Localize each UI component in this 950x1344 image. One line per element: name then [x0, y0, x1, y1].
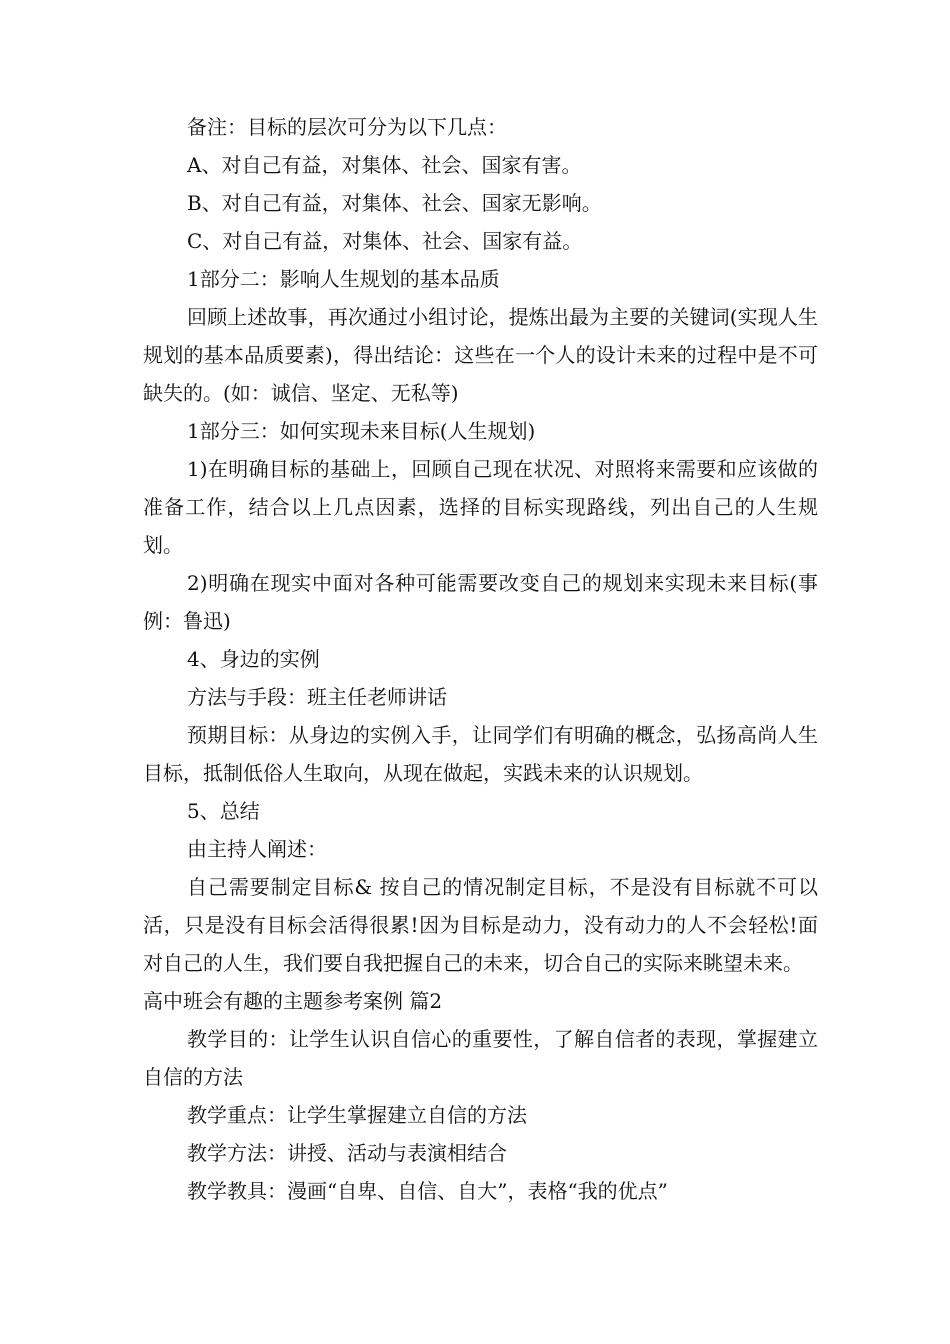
section-heading-part-three: 1部分三：如何实现未来目标(人生规划) — [187, 419, 536, 443]
list-item-a: A、对自己有益，对集体、社会、国家有害。 — [187, 153, 582, 177]
paragraph-method: 方法与手段：班主任老师讲话 — [187, 685, 447, 709]
paragraph-teaching-tools: 教学教具：漫画“自卑、自信、自大”，表格“我的优点” — [187, 1179, 668, 1203]
paragraph-summary-body: 自己需要制定目标& 按自己的情况制定目标，不是没有目标就不可以活，只是没有目标会活得很累!因为目标是动力，没有动力的人不会轻松!面对自己的人生，我们要自我把握自己的未来，切合自己的实际来眺望未来。 — [143, 875, 818, 975]
note-heading: 备注：目标的层次可分为以下几点： — [187, 115, 507, 139]
paragraph-teaching-method: 教学方法：讲授、活动与表演相结合 — [187, 1141, 507, 1165]
article-heading-part-2: 高中班会有趣的主题参考案例 篇2 — [143, 989, 443, 1013]
list-item-b: B、对自己有益，对集体、社会、国家无影响。 — [187, 191, 602, 215]
list-item-c: C、对自己有益，对集体、社会、国家有益。 — [187, 229, 583, 253]
paragraph-teaching-purpose: 教学目的：让学生认识自信心的重要性，了解自信者的表现，掌握建立自信的方法 — [143, 1027, 818, 1089]
section-heading-summary: 5、总结 — [187, 799, 260, 823]
section-heading-examples: 4、身边的实例 — [187, 647, 320, 671]
paragraph-teaching-focus: 教学重点：让学生掌握建立自信的方法 — [187, 1103, 527, 1127]
section-heading-part-two: 1部分二：影响人生规划的基本品质 — [187, 267, 500, 291]
paragraph-host-statement: 由主持人阐述： — [187, 837, 327, 861]
paragraph-expected-goal: 预期目标：从身边的实例入手，让同学们有明确的概念，弘扬高尚人生目标，抵制低俗人生取向，从现在做起，实践未来的认识规划。 — [143, 723, 818, 785]
paragraph-step-1: 1)在明确目标的基础上，回顾自己现在状况、对照将来需要和应该做的准备工作，结合以上几点因素，选择的目标实现路线，列出自己的人生规划。 — [143, 457, 818, 557]
paragraph-step-2: 2)明确在现实中面对各种可能需要改变自己的规划来实现未来目标(事例：鲁迅) — [143, 571, 818, 633]
document-body — [143, 108, 818, 1210]
paragraph-review-story: 回顾上述故事，再次通过小组讨论，提炼出最为主要的关键词(实现人生规划的基本品质要素)，得出结论：这些在一个人的设计未来的过程中是不可缺失的。(如：诚信、坚定、无私等) — [143, 305, 818, 405]
